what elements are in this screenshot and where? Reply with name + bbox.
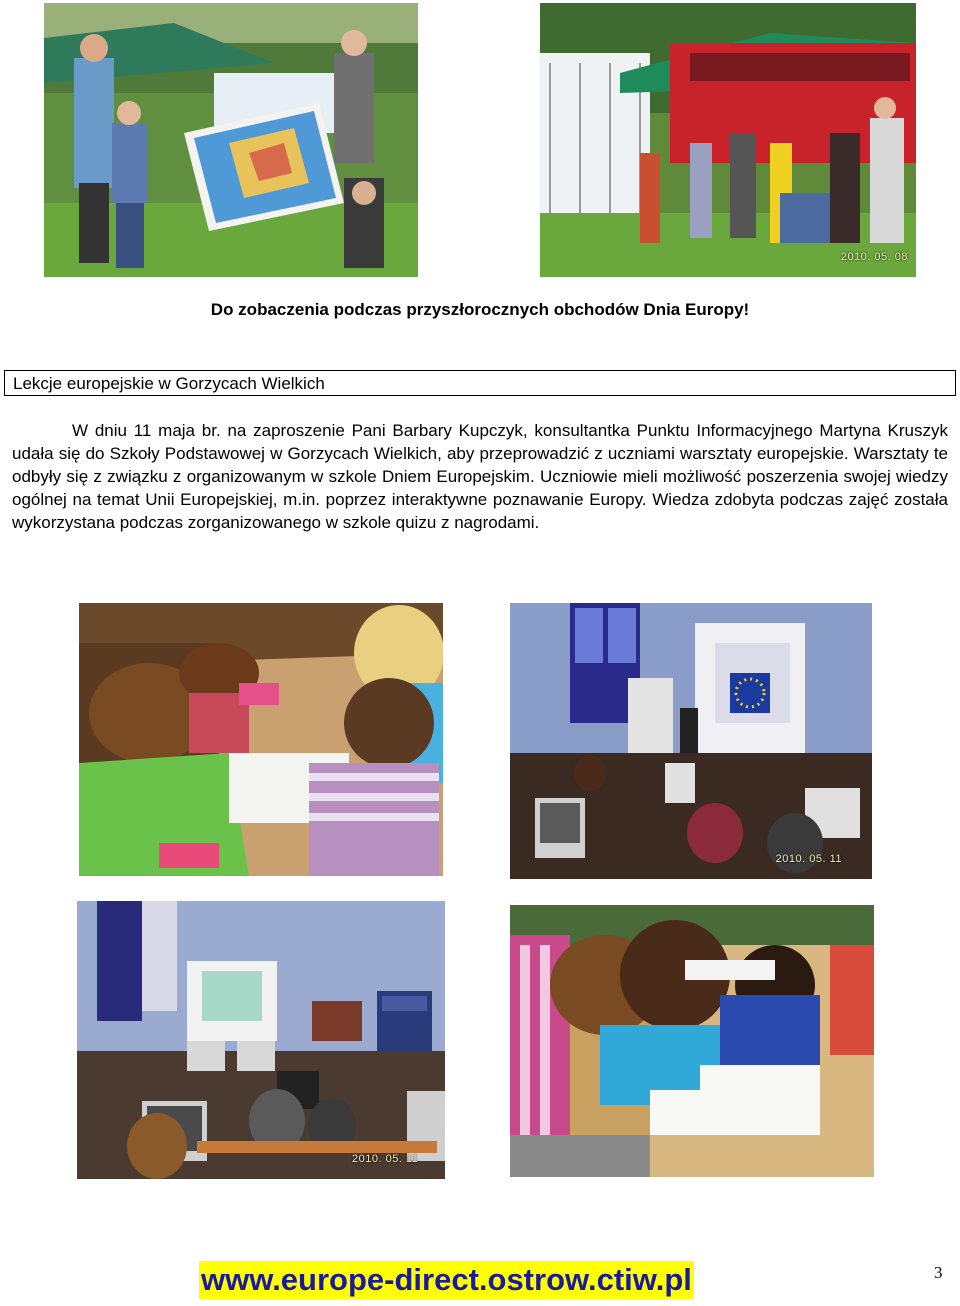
body-paragraph: W dniu 11 maja br. na zaproszenie Pani Barbary Kupczyk, konsultantka Punktu Informacyjnego Martyna Kruszyk udała się do Szkoły Podstawowej w Gorzycach Wielkich, aby przeprowadzić z uczniami warsztaty europejskie. Warsztaty te odbyły się z związku z organizowanym w szkole Dniem Europejskim. Uczniowie mieli możliwość poszerzenia swojej wiedzy ogólnej na temat Unii Europejskiej, m.in. poprzez interaktywne poznawanie Europy. Wiedza zdobyta podczas zajęć została wykorzystana podczas zorganizowanego w szkole quizu z nagrodami. <box>12 421 948 532</box>
photo-computer-lab <box>77 901 445 1179</box>
section-title: Lekcje europejskie w Gorzycach Wielkich <box>13 374 325 393</box>
page-number: 3 <box>934 1263 943 1282</box>
photo-date-stamp: 2010. 05. 11 <box>775 853 842 865</box>
photo-girls-drawing <box>79 603 443 876</box>
photo-tents <box>540 3 916 277</box>
photo-date-stamp: 2010. 05. 08 <box>840 251 908 263</box>
footer-url-link[interactable]: www.europe-direct.ostrow.ctiw.pl <box>201 1262 692 1297</box>
photo-classroom-projector <box>510 603 872 879</box>
headline: Do zobaczenia podczas przyszłorocznych obchodów Dnia Europy! <box>210 300 750 319</box>
photo-children-coloring <box>510 905 874 1177</box>
photo-date-stamp: 2010. 05. 11 <box>352 1153 419 1165</box>
section-title-box <box>4 370 956 396</box>
body-text <box>12 419 948 534</box>
photo-map-group <box>44 3 418 277</box>
